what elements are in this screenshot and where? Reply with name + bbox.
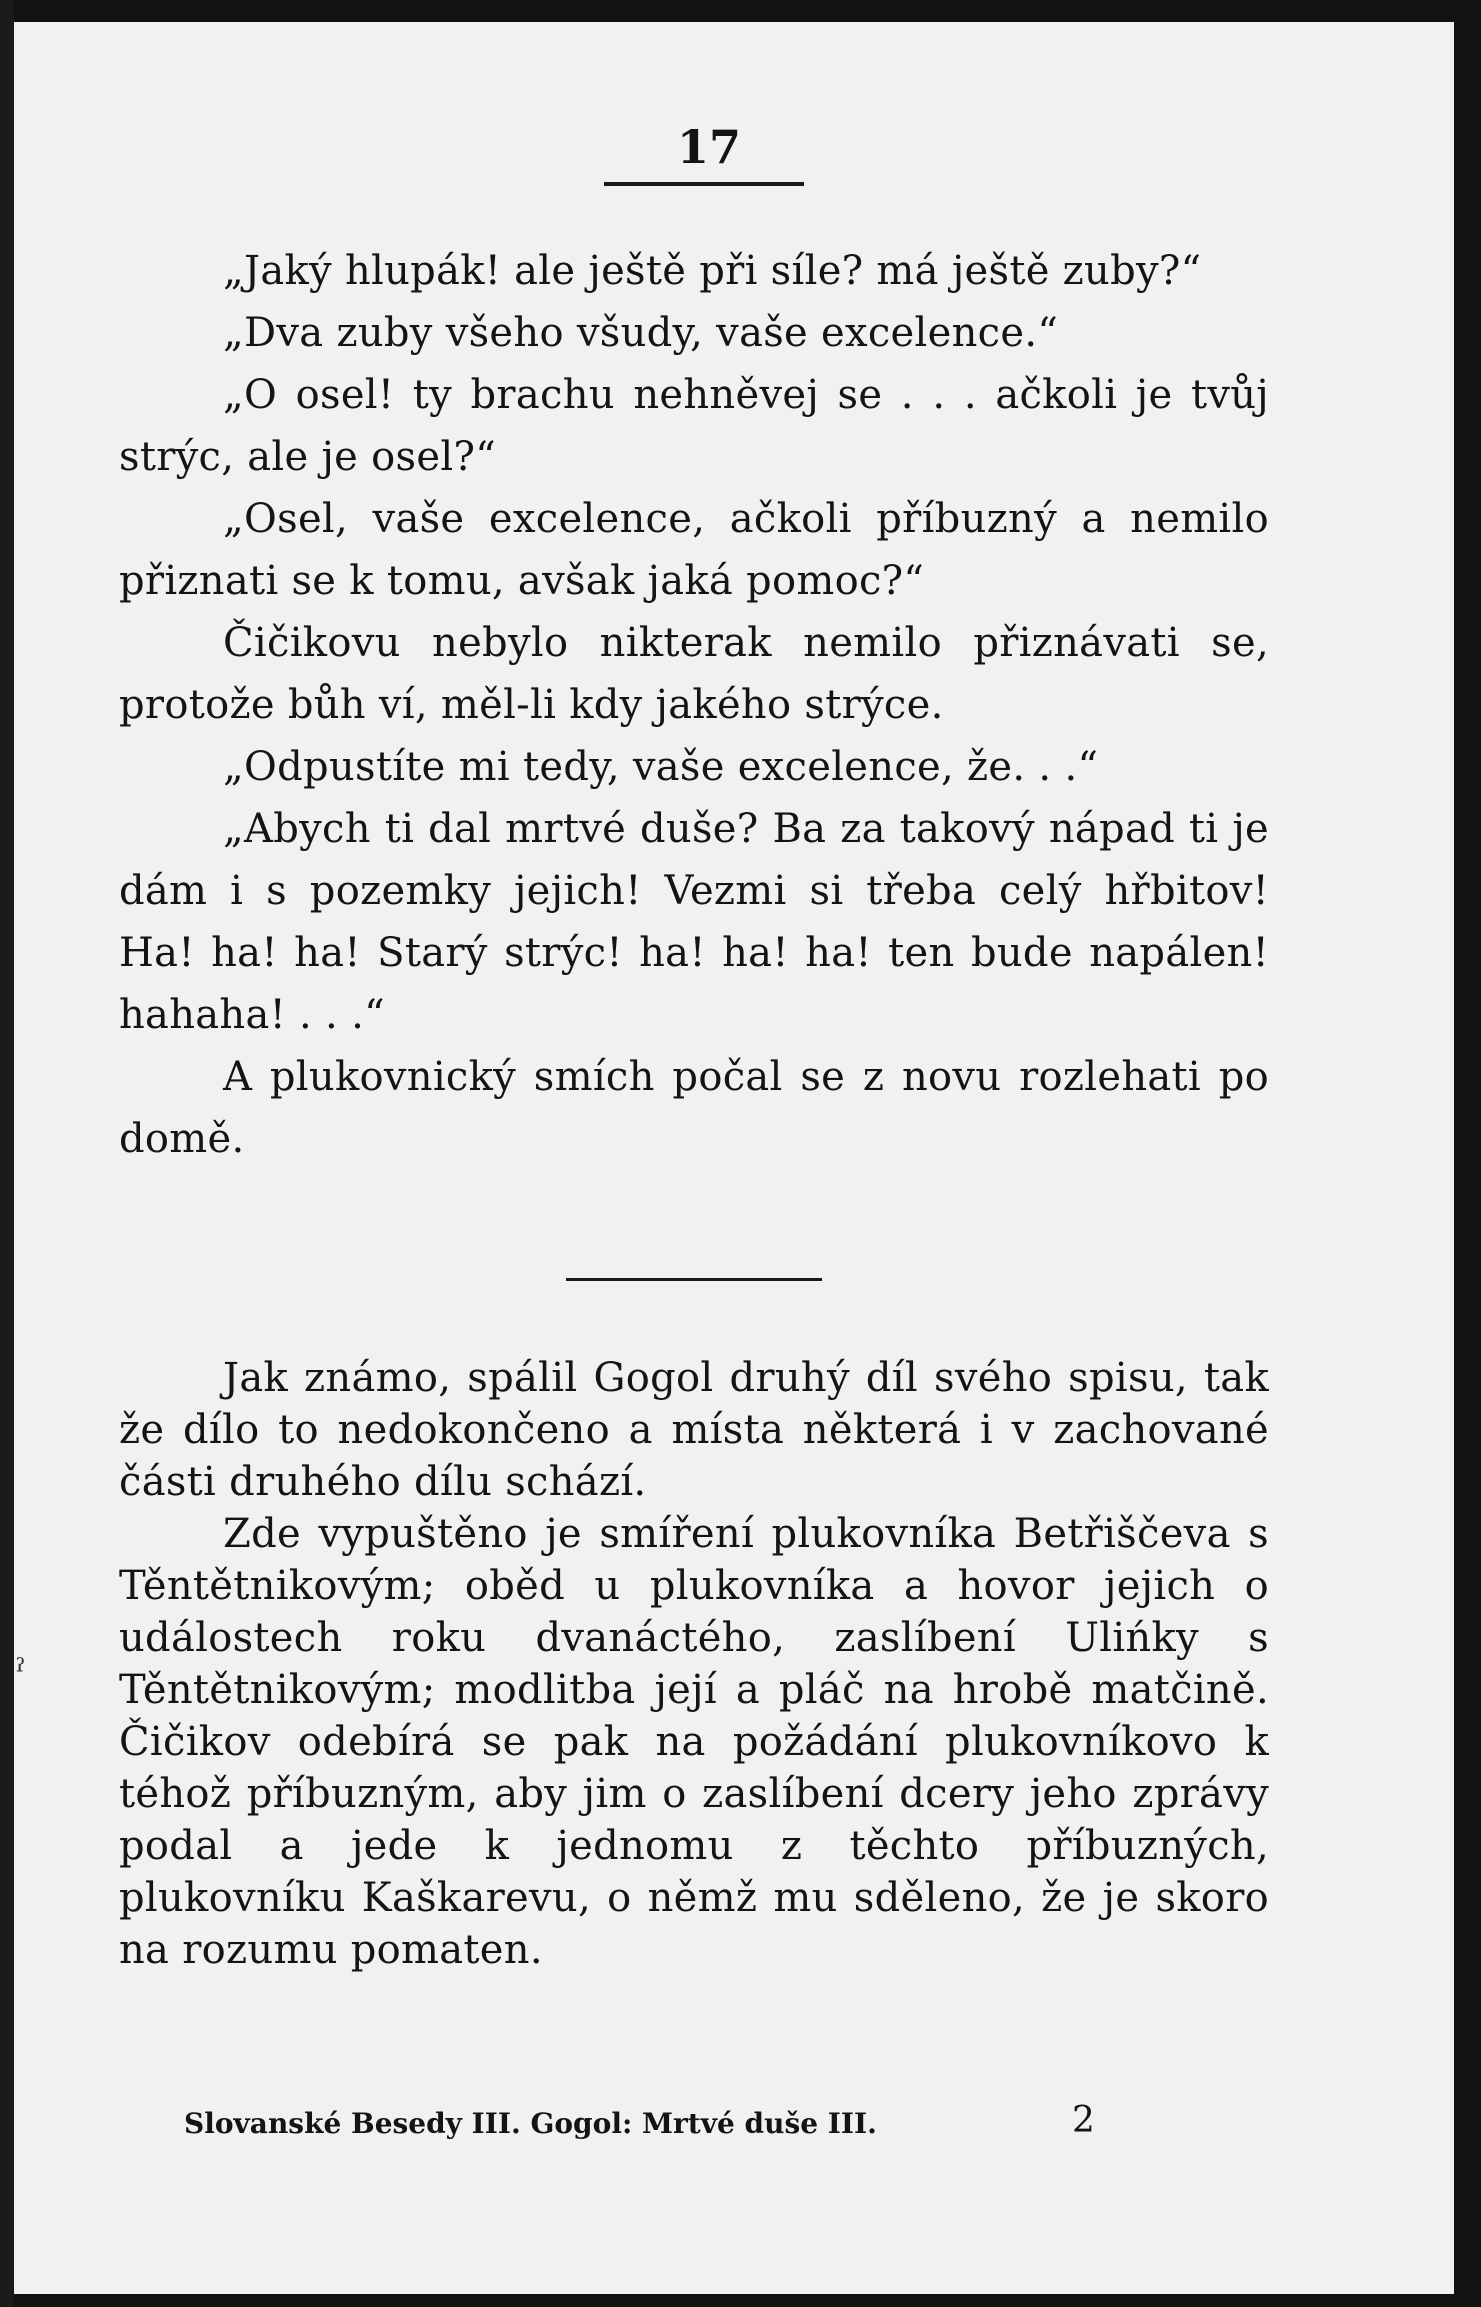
margin-mark: ˀ bbox=[16, 1652, 26, 1692]
paragraph: „Jaký hlupák! ale ještě při síle? má ještě zuby?“ bbox=[223, 248, 1202, 294]
section-divider bbox=[566, 1278, 822, 1281]
paragraph: „Abych ti dal mrtvé duše? Ba za takový nápad ti je dám i s pozemky jejich! Vezmi si třeba celý hřbitov! Ha! ha! ha! Starý strýc! ha! ha! ha! ten bude napálen! hahaha! . . .“ bbox=[119, 806, 1269, 1038]
footer-signature-line: Slovanské Besedy III. Gogol: Mrtvé duše III. bbox=[184, 2107, 877, 2140]
dialogue-section bbox=[119, 240, 1269, 1170]
paragraph: „Odpustíte mi tedy, vaše excelence, že. . .“ bbox=[223, 744, 1099, 790]
paragraph: A plukovnický smích počal se z novu rozlehati po domě. bbox=[119, 1054, 1269, 1162]
paragraph: Zde vypuštěno je smíření plukovníka Betřiščeva s Těntětnikovým; oběd u plukovníka a hovor jejich o událostech roku dvanáctého, zaslíbení Ulińky s Těntětnikovým; modlitba její a pláč na hrobě matčině. Čičikov odebírá se pak na požádání plukovníkovo k téhož příbuzným, aby jim o zaslíbení dcery jeho zprávy podal a jede k jednomu z těchto příbuzných, plukovníku Kaškarevu, o němž mu sděleno, že je skoro na rozumu pomaten. bbox=[119, 1511, 1269, 1973]
paragraph: „O osel! ty brachu nehněvej se . . . ačkoli je tvůj strýc, ale je osel?“ bbox=[119, 372, 1269, 480]
scan-left-edge bbox=[0, 0, 14, 2307]
paragraph: „Dva zuby všeho všudy, vaše excelence.“ bbox=[223, 310, 1059, 356]
editor-note-section bbox=[119, 1352, 1269, 1976]
printer-signature-mark: 2 bbox=[1072, 2100, 1095, 2141]
header-rule bbox=[604, 182, 804, 186]
book-page bbox=[14, 22, 1454, 2294]
paragraph: Jak známo, spálil Gogol druhý díl svého spisu, tak že dílo to nedokončeno a místa některá i v zachované části druhého dílu schází. bbox=[119, 1355, 1269, 1505]
paragraph: „Osel, vaše excelence, ačkoli příbuzný a nemilo přiznati se k tomu, avšak jaká pomoc?“ bbox=[119, 496, 1269, 604]
page-number: 17 bbox=[676, 120, 741, 174]
paragraph: Čičikovu nebylo nikterak nemilo přiznávati se, protože bůh ví, měl-li kdy jakého strýce. bbox=[119, 620, 1269, 728]
